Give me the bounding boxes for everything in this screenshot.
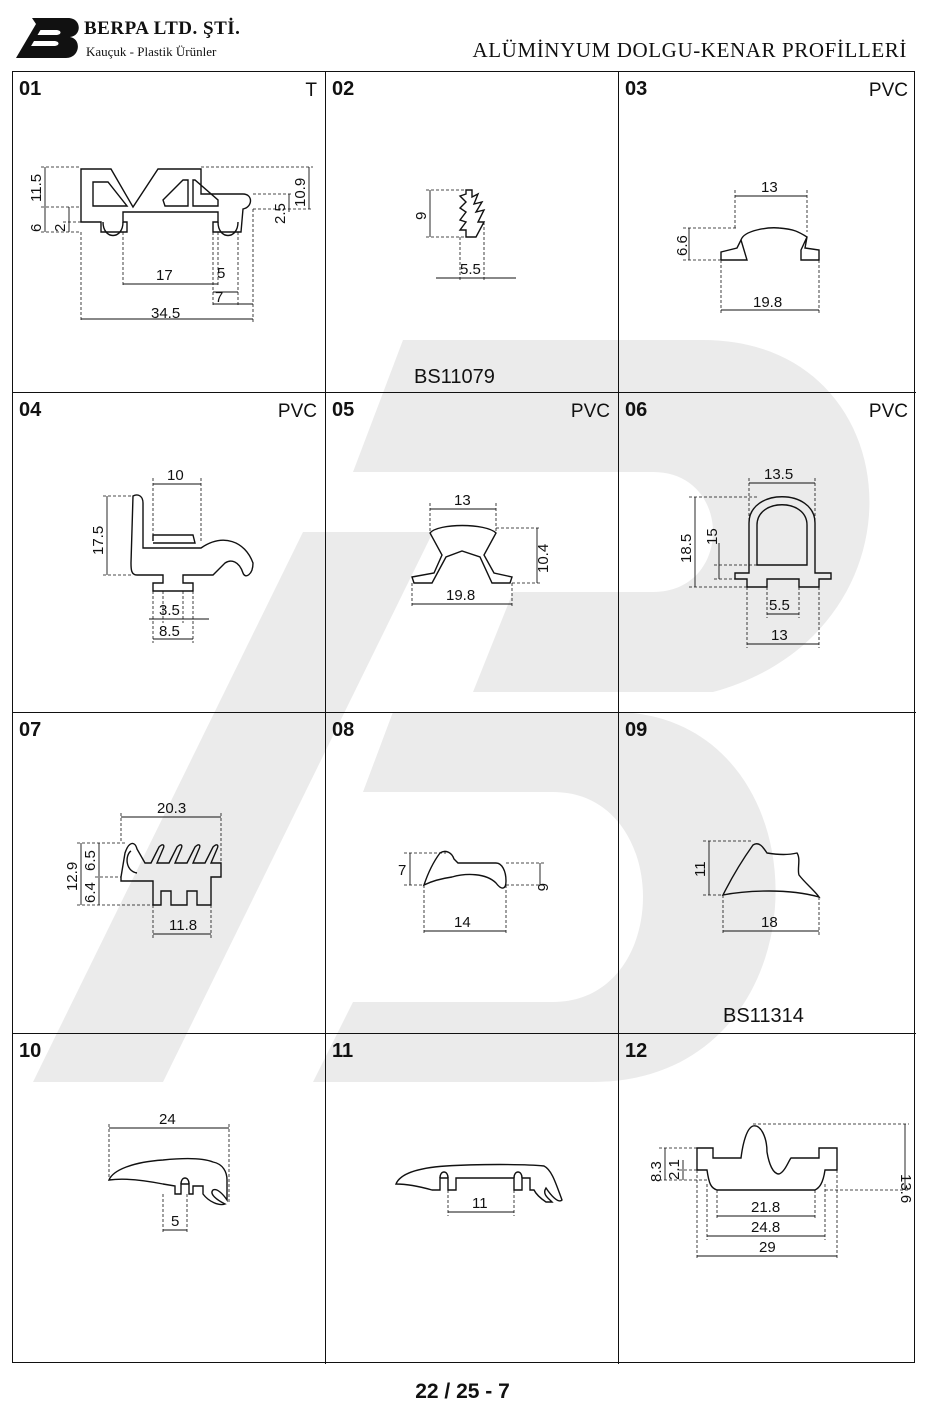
dim-21-8: 21.8: [751, 1199, 781, 1216]
page-header: [0, 0, 925, 70]
profile-code: BS11314: [723, 1005, 804, 1027]
profile-drawing-07: [13, 713, 326, 1034]
dim-19-8: 19.8: [753, 294, 783, 311]
dim-20-3: 20.3: [157, 800, 187, 817]
profile-number: 11: [332, 1040, 354, 1062]
profile-drawing-04: [13, 393, 326, 713]
profile-number: 03: [625, 78, 648, 100]
profile-number: 07: [19, 719, 42, 741]
profile-number: 01: [19, 78, 42, 100]
dim-17: 17: [156, 267, 173, 284]
dim-34-5: 34.5: [151, 305, 181, 322]
company-tagline: Kauçuk - Plastik Ürünler: [86, 44, 217, 59]
dim-11: 11: [472, 1195, 488, 1212]
company-name: BERPA LTD. ŞTİ.: [84, 18, 241, 39]
dim-6: 6: [534, 883, 551, 892]
page-title: ALÜMİNYUM DOLGU-KENAR PROFİLLERİ: [472, 38, 907, 62]
profile-number: 08: [332, 719, 355, 741]
profile-drawing-02: [326, 72, 619, 393]
profile-number: 06: [625, 399, 648, 421]
dim-5: 5: [217, 265, 226, 282]
dim-9: 9: [413, 211, 430, 220]
dim-11-8: 11.8: [169, 917, 198, 934]
dim-15: 15: [704, 528, 721, 545]
dim-11: 11: [692, 861, 709, 877]
dim-13: 13: [454, 492, 471, 509]
dim-7: 7: [215, 289, 224, 306]
dim-7: 7: [398, 862, 407, 879]
profile-cell-11: [326, 1034, 619, 1364]
profile-drawing-01: [13, 72, 326, 393]
material-label: T: [305, 80, 317, 101]
dim-13: 13: [771, 627, 788, 644]
dim-6-6: 6.6: [674, 235, 691, 256]
dim-2-1: 2.1: [666, 1159, 683, 1180]
dim-8-5: 8.5: [159, 623, 180, 640]
profile-drawing-10: [13, 1034, 326, 1364]
dim-24-8: 24.8: [751, 1219, 781, 1236]
profile-cell-10: [13, 1034, 326, 1364]
material-label: PVC: [868, 401, 908, 422]
dim-3-5: 3.5: [159, 602, 180, 619]
profile-cell-12: [619, 1034, 916, 1364]
profile-drawing-11: [326, 1034, 619, 1364]
dim-6: 6: [28, 223, 45, 232]
profile-number: 02: [332, 78, 355, 100]
profile-drawing-09: [619, 713, 916, 1034]
profile-drawing-12: [619, 1034, 916, 1364]
profile-cell-01: [13, 72, 326, 393]
berpa-logo: [14, 16, 80, 60]
profile-code: BS11079: [414, 366, 495, 388]
dim-10-4: 10.4: [535, 543, 552, 573]
dim-13-5: 13.5: [764, 466, 794, 483]
dim-18: 18: [761, 914, 778, 931]
profile-cell-05: [326, 393, 619, 713]
material-label: PVC: [868, 80, 908, 101]
material-label: PVC: [570, 401, 610, 422]
dim-10: 10: [167, 467, 184, 484]
dim-5-5: 5.5: [769, 597, 790, 614]
profile-cell-08: [326, 713, 619, 1034]
profile-cell-03: [619, 72, 916, 393]
dim-13: 13: [761, 179, 778, 196]
dim-24: 24: [159, 1111, 176, 1128]
dim-13-6: 13.6: [897, 1174, 914, 1204]
dim-17-5: 17.5: [90, 525, 107, 555]
dim-14: 14: [454, 914, 471, 931]
dim-8-3: 8.3: [648, 1161, 665, 1182]
profile-cell-06: [619, 393, 916, 713]
profile-number: 12: [625, 1040, 648, 1062]
dim-6-5: 6.5: [82, 850, 99, 871]
dim-12-9: 12.9: [64, 861, 81, 891]
dim-5: 5: [171, 1213, 180, 1230]
dim-2-5: 2.5: [272, 203, 289, 224]
profile-drawing-05: [326, 393, 619, 713]
profile-number: 09: [625, 719, 648, 741]
dim-11-5: 11.5: [28, 173, 45, 202]
dim-10-9: 10.9: [292, 177, 309, 207]
profile-cell-07: [13, 713, 326, 1034]
dim-5-5: 5.5: [460, 261, 481, 278]
material-label: PVC: [277, 401, 317, 422]
dim-19-8: 19.8: [446, 587, 476, 604]
profile-drawing-06: [619, 393, 916, 713]
profile-cell-09: [619, 713, 916, 1034]
profile-grid: [12, 71, 915, 1363]
profile-number: 10: [19, 1040, 42, 1062]
dim-6-4: 6.4: [82, 882, 99, 903]
profile-drawing-08: [326, 713, 619, 1034]
profile-cell-04: [13, 393, 326, 713]
profile-cell-02: [326, 72, 619, 393]
dim-29: 29: [759, 1239, 776, 1256]
dim-2: 2: [52, 223, 69, 232]
profile-number: 05: [332, 399, 355, 421]
profile-number: 04: [19, 399, 42, 421]
dim-18-5: 18.5: [678, 533, 695, 563]
page-number: 22 / 25 - 7: [415, 1380, 510, 1403]
profile-drawing-03: [619, 72, 916, 393]
